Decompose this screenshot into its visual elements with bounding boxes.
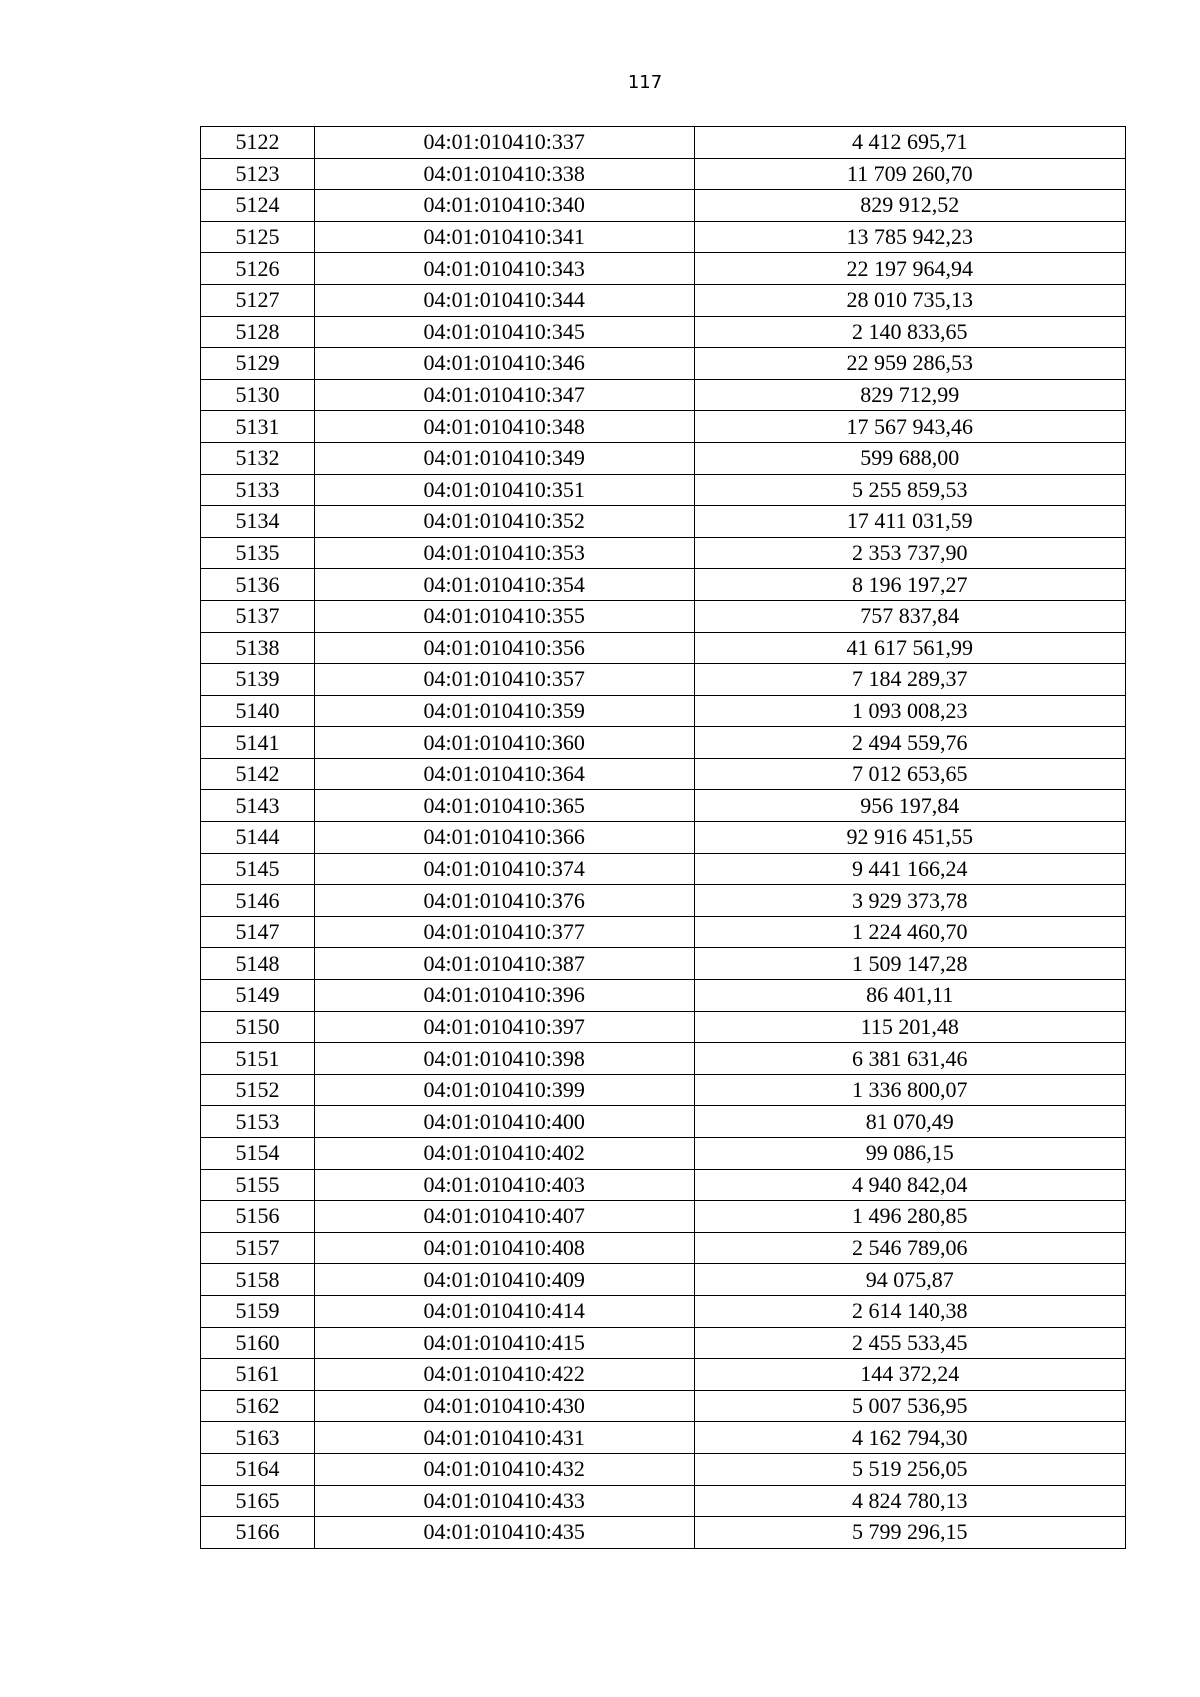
- row-number-cell: 5137: [201, 600, 315, 632]
- cadastral-value-cell: 4 162 794,30: [694, 1422, 1125, 1454]
- cadastral-value-cell: 7 012 653,65: [694, 758, 1125, 790]
- cadastral-number-cell: 04:01:010410:387: [314, 948, 694, 980]
- cadastral-number-cell: 04:01:010410:337: [314, 127, 694, 159]
- cadastral-value-cell: 28 010 735,13: [694, 284, 1125, 316]
- cadastral-value-cell: 599 688,00: [694, 442, 1125, 474]
- table-row: [201, 253, 1126, 285]
- table-row: [201, 1011, 1126, 1043]
- table-row: [201, 758, 1126, 790]
- row-number-cell: 5155: [201, 1169, 315, 1201]
- table-row: [201, 348, 1126, 380]
- cadastral-value-cell: 13 785 942,23: [694, 221, 1125, 253]
- cadastral-value-cell: 2 140 833,65: [694, 316, 1125, 348]
- table-row: [201, 474, 1126, 506]
- row-number-cell: 5162: [201, 1390, 315, 1422]
- table-row: [201, 790, 1126, 822]
- row-number-cell: 5131: [201, 411, 315, 443]
- cadastral-value-cell: 829 912,52: [694, 190, 1125, 222]
- cadastral-value-cell: 22 959 286,53: [694, 348, 1125, 380]
- row-number-cell: 5165: [201, 1485, 315, 1517]
- cadastral-value-cell: 94 075,87: [694, 1264, 1125, 1296]
- cadastral-number-cell: 04:01:010410:397: [314, 1011, 694, 1043]
- cadastral-value-cell: 41 617 561,99: [694, 632, 1125, 664]
- table-row: [201, 1232, 1126, 1264]
- table-row: [201, 885, 1126, 917]
- table-row: [201, 190, 1126, 222]
- page-number: 117: [627, 72, 663, 93]
- cadastral-number-cell: 04:01:010410:344: [314, 284, 694, 316]
- table-row: [201, 1201, 1126, 1233]
- row-number-cell: 5129: [201, 348, 315, 380]
- cadastral-value-cell: 5 519 256,05: [694, 1453, 1125, 1485]
- row-number-cell: 5136: [201, 569, 315, 601]
- table-row: [201, 916, 1126, 948]
- cadastral-number-cell: 04:01:010410:346: [314, 348, 694, 380]
- cadastral-number-cell: 04:01:010410:366: [314, 822, 694, 854]
- cadastral-number-cell: 04:01:010410:403: [314, 1169, 694, 1201]
- table-row: [201, 1138, 1126, 1170]
- cadastral-number-cell: 04:01:010410:352: [314, 506, 694, 538]
- cadastral-value-cell: 757 837,84: [694, 600, 1125, 632]
- cadastral-number-cell: 04:01:010410:377: [314, 916, 694, 948]
- cadastral-value-cell: 4 824 780,13: [694, 1485, 1125, 1517]
- row-number-cell: 5159: [201, 1295, 315, 1327]
- cadastral-number-cell: 04:01:010410:354: [314, 569, 694, 601]
- cadastral-value-cell: 1 336 800,07: [694, 1074, 1125, 1106]
- row-number-cell: 5156: [201, 1201, 315, 1233]
- cadastral-value-cell: 829 712,99: [694, 379, 1125, 411]
- row-number-cell: 5148: [201, 948, 315, 980]
- row-number-cell: 5158: [201, 1264, 315, 1296]
- cadastral-value-cell: 1 509 147,28: [694, 948, 1125, 980]
- cadastral-number-cell: 04:01:010410:343: [314, 253, 694, 285]
- cadastral-number-cell: 04:01:010410:408: [314, 1232, 694, 1264]
- table-row: [201, 1485, 1126, 1517]
- cadastral-value-cell: 4 412 695,71: [694, 127, 1125, 159]
- cadastral-number-cell: 04:01:010410:400: [314, 1106, 694, 1138]
- cadastral-value-cell: 11 709 260,70: [694, 158, 1125, 190]
- table-row: [201, 316, 1126, 348]
- table-row: [201, 695, 1126, 727]
- row-number-cell: 5157: [201, 1232, 315, 1264]
- cadastral-value-cell: 99 086,15: [694, 1138, 1125, 1170]
- cadastral-number-cell: 04:01:010410:430: [314, 1390, 694, 1422]
- cadastral-number-cell: 04:01:010410:414: [314, 1295, 694, 1327]
- cadastral-number-cell: 04:01:010410:345: [314, 316, 694, 348]
- table-row: [201, 284, 1126, 316]
- row-number-cell: 5133: [201, 474, 315, 506]
- table-row: [201, 1295, 1126, 1327]
- cadastral-value-cell: 81 070,49: [694, 1106, 1125, 1138]
- cadastral-number-cell: 04:01:010410:351: [314, 474, 694, 506]
- cadastral-number-cell: 04:01:010410:398: [314, 1043, 694, 1075]
- cadastral-number-cell: 04:01:010410:338: [314, 158, 694, 190]
- table-row: [201, 822, 1126, 854]
- row-number-cell: 5124: [201, 190, 315, 222]
- cadastral-number-cell: 04:01:010410:348: [314, 411, 694, 443]
- cadastral-number-cell: 04:01:010410:360: [314, 727, 694, 759]
- cadastral-value-cell: 6 381 631,46: [694, 1043, 1125, 1075]
- table-row: [201, 1422, 1126, 1454]
- cadastral-number-cell: 04:01:010410:376: [314, 885, 694, 917]
- table-row: [201, 632, 1126, 664]
- table-row: [201, 1453, 1126, 1485]
- row-number-cell: 5134: [201, 506, 315, 538]
- cadastral-value-cell: 115 201,48: [694, 1011, 1125, 1043]
- row-number-cell: 5127: [201, 284, 315, 316]
- cadastral-number-cell: 04:01:010410:359: [314, 695, 694, 727]
- cadastral-number-cell: 04:01:010410:374: [314, 853, 694, 885]
- table-row: [201, 1106, 1126, 1138]
- table-body: [201, 127, 1126, 1549]
- table-row: [201, 1327, 1126, 1359]
- row-number-cell: 5140: [201, 695, 315, 727]
- table-row: [201, 1043, 1126, 1075]
- table-row: [201, 980, 1126, 1012]
- cadastral-value-cell: 8 196 197,27: [694, 569, 1125, 601]
- row-number-cell: 5153: [201, 1106, 315, 1138]
- table-row: [201, 127, 1126, 159]
- cadastral-number-cell: 04:01:010410:402: [314, 1138, 694, 1170]
- cadastral-value-cell: 17 567 943,46: [694, 411, 1125, 443]
- row-number-cell: 5132: [201, 442, 315, 474]
- cadastral-value-cell: 2 353 737,90: [694, 537, 1125, 569]
- cadastral-value-table: [200, 126, 1126, 1549]
- row-number-cell: 5152: [201, 1074, 315, 1106]
- cadastral-number-cell: 04:01:010410:357: [314, 664, 694, 696]
- row-number-cell: 5147: [201, 916, 315, 948]
- cadastral-number-cell: 04:01:010410:415: [314, 1327, 694, 1359]
- cadastral-value-cell: 9 441 166,24: [694, 853, 1125, 885]
- cadastral-value-cell: 86 401,11: [694, 980, 1125, 1012]
- row-number-cell: 5143: [201, 790, 315, 822]
- row-number-cell: 5161: [201, 1359, 315, 1391]
- row-number-cell: 5163: [201, 1422, 315, 1454]
- cadastral-value-cell: 2 614 140,38: [694, 1295, 1125, 1327]
- cadastral-number-cell: 04:01:010410:399: [314, 1074, 694, 1106]
- cadastral-number-cell: 04:01:010410:355: [314, 600, 694, 632]
- cadastral-value-cell: 92 916 451,55: [694, 822, 1125, 854]
- row-number-cell: 5164: [201, 1453, 315, 1485]
- table-row: [201, 727, 1126, 759]
- table-row: [201, 158, 1126, 190]
- row-number-cell: 5149: [201, 980, 315, 1012]
- cadastral-value-cell: 5 799 296,15: [694, 1517, 1125, 1549]
- cadastral-number-cell: 04:01:010410:356: [314, 632, 694, 664]
- row-number-cell: 5142: [201, 758, 315, 790]
- cadastral-number-cell: 04:01:010410:349: [314, 442, 694, 474]
- cadastral-number-cell: 04:01:010410:422: [314, 1359, 694, 1391]
- table-row: [201, 664, 1126, 696]
- table-row: [201, 221, 1126, 253]
- table-row: [201, 1169, 1126, 1201]
- cadastral-value-cell: 1 093 008,23: [694, 695, 1125, 727]
- cadastral-number-cell: 04:01:010410:364: [314, 758, 694, 790]
- table-row: [201, 569, 1126, 601]
- cadastral-number-cell: 04:01:010410:341: [314, 221, 694, 253]
- cadastral-number-cell: 04:01:010410:433: [314, 1485, 694, 1517]
- cadastral-value-cell: 4 940 842,04: [694, 1169, 1125, 1201]
- row-number-cell: 5166: [201, 1517, 315, 1549]
- cadastral-value-cell: 2 455 533,45: [694, 1327, 1125, 1359]
- table-row: [201, 379, 1126, 411]
- cadastral-value-cell: 144 372,24: [694, 1359, 1125, 1391]
- row-number-cell: 5150: [201, 1011, 315, 1043]
- cadastral-number-cell: 04:01:010410:432: [314, 1453, 694, 1485]
- table-row: [201, 411, 1126, 443]
- cadastral-number-cell: 04:01:010410:365: [314, 790, 694, 822]
- row-number-cell: 5122: [201, 127, 315, 159]
- row-number-cell: 5123: [201, 158, 315, 190]
- row-number-cell: 5128: [201, 316, 315, 348]
- cadastral-value-cell: 5 255 859,53: [694, 474, 1125, 506]
- cadastral-value-cell: 2 494 559,76: [694, 727, 1125, 759]
- cadastral-number-cell: 04:01:010410:435: [314, 1517, 694, 1549]
- cadastral-number-cell: 04:01:010410:409: [314, 1264, 694, 1296]
- row-number-cell: 5141: [201, 727, 315, 759]
- row-number-cell: 5138: [201, 632, 315, 664]
- cadastral-number-cell: 04:01:010410:431: [314, 1422, 694, 1454]
- cadastral-value-cell: 956 197,84: [694, 790, 1125, 822]
- cadastral-value-cell: 22 197 964,94: [694, 253, 1125, 285]
- row-number-cell: 5135: [201, 537, 315, 569]
- table-row: [201, 442, 1126, 474]
- row-number-cell: 5126: [201, 253, 315, 285]
- row-number-cell: 5160: [201, 1327, 315, 1359]
- cadastral-number-cell: 04:01:010410:340: [314, 190, 694, 222]
- row-number-cell: 5151: [201, 1043, 315, 1075]
- table-row: [201, 1074, 1126, 1106]
- table-row: [201, 506, 1126, 538]
- cadastral-number-cell: 04:01:010410:353: [314, 537, 694, 569]
- cadastral-number-cell: 04:01:010410:347: [314, 379, 694, 411]
- row-number-cell: 5154: [201, 1138, 315, 1170]
- row-number-cell: 5125: [201, 221, 315, 253]
- table-row: [201, 537, 1126, 569]
- cadastral-value-cell: 17 411 031,59: [694, 506, 1125, 538]
- row-number-cell: 5146: [201, 885, 315, 917]
- table-row: [201, 948, 1126, 980]
- row-number-cell: 5144: [201, 822, 315, 854]
- table-row: [201, 1264, 1126, 1296]
- table-row: [201, 853, 1126, 885]
- cadastral-value-cell: 5 007 536,95: [694, 1390, 1125, 1422]
- cadastral-value-cell: 2 546 789,06: [694, 1232, 1125, 1264]
- table-row: [201, 1359, 1126, 1391]
- cadastral-value-cell: 1 496 280,85: [694, 1201, 1125, 1233]
- cadastral-number-cell: 04:01:010410:407: [314, 1201, 694, 1233]
- cadastral-value-cell: 1 224 460,70: [694, 916, 1125, 948]
- table-row: [201, 1390, 1126, 1422]
- cadastral-value-cell: 3 929 373,78: [694, 885, 1125, 917]
- cadastral-number-cell: 04:01:010410:396: [314, 980, 694, 1012]
- row-number-cell: 5145: [201, 853, 315, 885]
- row-number-cell: 5130: [201, 379, 315, 411]
- row-number-cell: 5139: [201, 664, 315, 696]
- table-row: [201, 600, 1126, 632]
- cadastral-value-cell: 7 184 289,37: [694, 664, 1125, 696]
- table-row: [201, 1517, 1126, 1549]
